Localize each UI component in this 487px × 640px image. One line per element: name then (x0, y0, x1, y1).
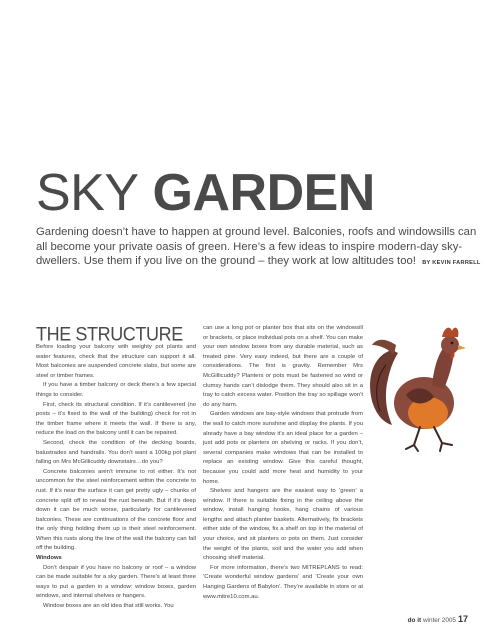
rooster-legs (406, 427, 452, 451)
rooster-beak (458, 345, 466, 350)
title-light: SKY (36, 164, 139, 222)
subheading-windows: Windows (36, 555, 62, 562)
issue-label: winter 2005 (422, 617, 456, 624)
body-column-2 (203, 324, 363, 602)
paragraph: can use a long pot or planter box that sits on the windowsill or brackets, or place individual pots on a shelf. You can make your own window boxes from any durable material, such as treated pine. Very easy indeed, but there are a couple of considerations. The first is gravity. Remember Mrs McGillicuddy? Planters or pots must be fastened so wind or clumsy hands can’t dislodge them. They should also sit in a tray to catch excess water. Position the tray so spillage won’t do any harm. (203, 325, 363, 408)
body-column-1 (36, 324, 196, 612)
article-title (36, 165, 375, 221)
page-number: 17 (457, 614, 468, 624)
byline: BY KEVIN FARRELL (422, 260, 481, 266)
paragraph: Window boxes are an old idea that still works. You (43, 603, 174, 610)
rooster-ornament-image (362, 315, 472, 460)
standfirst-text: Gardening doesn’t have to happen at ground level. Balconies, roofs and windowsills can all become your private oasis of green. Here’s a few ideas to inspire modern-day sky-dwellers. Use them if you live on the ground – they work at low altitudes too! (36, 226, 477, 267)
section-heading: THE STRUCTURE (36, 322, 183, 345)
paragraph: Second, check the condition of the decking boards, balustrades and handrails. You don’t want a 100kg pot plant falling on Mrs McGillicuddy downstairs…do you? (36, 439, 196, 466)
paragraph: Garden windows are bay-style windows that protrude from the wall to catch more sunshine and display the plants. If you already have a bay window it’s an ideal place for a garden – just add pots or planters on shelving or racks. If you don’t, several companies make windows that can be installed to replace an existing window. Give this careful thought, because you could add more heat and humidity to your home. (203, 411, 363, 485)
rooster-comb (442, 328, 458, 337)
article-standfirst (36, 225, 486, 271)
paragraph: Don’t despair if you have no balcony or roof – a window can be made suitable for a sky garden. There’s at least three ways to put a garden in a window: window boxes, garden windows, and internal shelves or hangers. (36, 564, 196, 600)
rooster-head (441, 336, 459, 354)
paragraph: Shelves and hangers are the easiest way to ‘green’ a window. If there is suitable fixing in the ceiling above the window, install hanging hooks, hang chains of various lengths and attach planter baskets. Alternatively, fix brackets either side of the window, fix a shelf on top in the material of your choice, and sit planters or pots on them. Just consider the weight of the plants, soil and the water you add when choosing shelf material. (203, 488, 363, 562)
paragraph: If you have a timber balcony or deck there’s a few special things to consider. (36, 382, 196, 398)
paragraph: For more information, there’s two MITREPLANS to read: ‘Create wonderful window gardens’ and ‘Create your own Hanging Gardens of Babylon’. They’re available in store or at www.mitre10.com.au. (203, 564, 363, 600)
rooster-eye (451, 342, 454, 345)
paragraph: Concrete balconies aren’t immune to rot either. It’s not uncommon for the steel reinforcement within the concrete to rust. If it’s near the surface it can get pretty ugly – chunks of concrete split off to reveal the rust beneath. But if it’s deep down it can be much worse, particularly for cantilevered balconies. These are continuations of the concrete floor and the only thing holding them up is their steel reinforcement. When this rusts along the line of the wall the balcony can fall off the building. (36, 468, 196, 552)
paragraph: Before loading your balcony with weighty pot plants and water features, check that the structure can support it all. Most balconies are suspended concrete slabs, but some are steel or timber frames. (36, 344, 196, 379)
paragraph: First, check its structural condition. If it’s cantilevered (no posts – it’s fixed to the wall of the building) check for rot in the timber frame where it meets the wall. If there is any, reduce the load on the balcony until it can be repaired. (36, 401, 196, 437)
title-bold: GARDEN (152, 164, 375, 222)
magazine-name: do it (407, 617, 422, 624)
page-footer (398, 614, 468, 624)
rooster-tail (370, 340, 398, 425)
